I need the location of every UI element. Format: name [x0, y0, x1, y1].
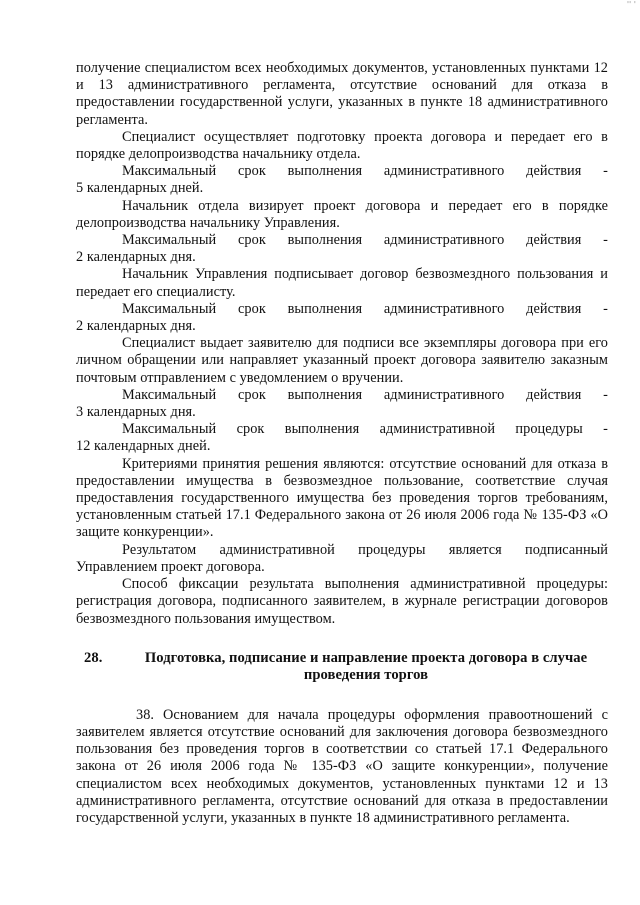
paragraph: Максимальный срок выполнения административного действия - [122, 232, 608, 249]
paragraph: Специалист выдает заявителю для подписи все экземпляры договора при его личном обращении или направляет указанный проект договора заявителю заказным почтовым отправлением с уведомлением о вручении. [76, 335, 608, 386]
paragraph: получение специалистом всех необходимых документов, установленных пунктами 12 и 13 административного регламента, отсутствие оснований для отказа в предоставлении государственной услуги, указанных в пункте 18 административного регламента. [76, 60, 608, 128]
paragraph: 2 календарных дня. [76, 318, 196, 335]
paragraphs-top [76, 60, 608, 628]
paragraph: Максимальный срок выполнения административной процедуры - [122, 421, 608, 438]
section-gap [76, 628, 608, 650]
paragraphs-bottom [76, 707, 608, 827]
paragraph: 3 календарных дня. [76, 404, 196, 421]
paragraph: Максимальный срок выполнения административного действия - [122, 300, 608, 317]
paragraph: Результатом административной процедуры является подписанный Управлением проект договора. [76, 541, 608, 575]
section-gap [76, 685, 608, 707]
paragraph: Способ фиксации результата выполнения административной процедуры: регистрация договора, подписанного заявителем, в журнале регистрации договоров безвозмездного пользования имуществом. [76, 576, 608, 627]
section-heading [76, 650, 608, 685]
paragraph: Критериями принятия решения являются: отсутствие оснований для отказа в предоставлении имущества в безвозмездное пользование, соответствие случая предоставления государственного имущества без проведения торгов требованиям, установленным статьей 17.1 Федерального закона от 26 июля 2006 года № 135-ФЗ «О защите конкуренции». [76, 455, 608, 541]
paragraph: 2 календарных дня. [76, 249, 196, 266]
paragraph: 12 календарных дней. [76, 438, 211, 455]
paragraph: Специалист осуществляет подготовку проекта договора и передает его в порядке делопроизводства начальнику отдела. [76, 128, 608, 163]
paragraph: Максимальный срок выполнения административного действия - [122, 386, 608, 403]
paragraph: 38. Основанием для начала процедуры оформления правоотношений с заявителем является отсутствие оснований для заключения договора безвозмездного пользования без проведения торгов в соответствии со статьей 17.1 Федерального закона от 26 июля 2006 года № 135-ФЗ «О защите конкуренции», получение специалистом всех необходимых документов, установленных пунктами 12 и 13 административного регламента, отсутствие оснований для отказа в предоставлении государственной услуги, указанных в пункте 18 административного регламента. [76, 706, 608, 826]
section-title: Подготовка, подписание и направление проекта договора в случае проведения торгов [144, 649, 588, 684]
document-page [76, 60, 608, 827]
paragraph: Начальник Управления подписывает договор безвозмездного пользования и передает его специалисту. [76, 266, 608, 300]
section-number: 28. [84, 649, 103, 666]
scan-corner-mark: '' ' [626, 0, 636, 9]
paragraph: Максимальный срок выполнения административного действия - [122, 163, 608, 180]
paragraph: 5 календарных дней. [76, 180, 204, 197]
paragraph: Начальник отдела визирует проект договора и передает его в порядке делопроизводства начальнику Управления. [76, 197, 608, 231]
